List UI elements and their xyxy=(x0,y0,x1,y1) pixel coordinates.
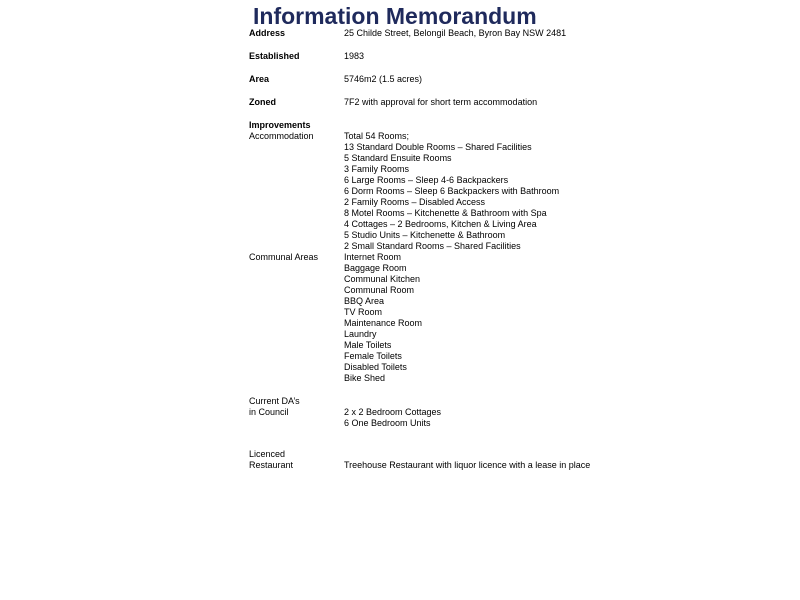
licenced-restaurant-label xyxy=(249,449,344,471)
list-item: Communal Room xyxy=(344,285,415,295)
licenced-restaurant-value-col xyxy=(344,449,769,471)
list-item: BBQ Area xyxy=(344,296,385,306)
licenced-restaurant-row xyxy=(249,449,769,471)
established-value: 1983 xyxy=(344,51,365,61)
list-item: Maintenance Room xyxy=(344,318,423,328)
list-item: Male Toilets xyxy=(344,340,392,350)
current-da-label-line2: in Council xyxy=(249,407,289,417)
list-item: 6 Dorm Rooms – Sleep 6 Backpackers with Bathroom xyxy=(344,186,560,196)
list-item: 5 Standard Ensuite Rooms xyxy=(344,153,452,163)
list-item: TV Room xyxy=(344,307,383,317)
list-item: 2 x 2 Bedroom Cottages xyxy=(344,407,442,417)
communal-areas-label: Communal Areas xyxy=(249,252,319,262)
address-value: 25 Childe Street, Belongil Beach, Byron Bay NSW 2481 xyxy=(344,28,567,38)
list-item: 13 Standard Double Rooms – Shared Facilities xyxy=(344,142,532,152)
list-item: Baggage Room xyxy=(344,263,407,273)
current-da-label xyxy=(249,396,344,429)
list-item: Laundry xyxy=(344,329,377,339)
improvements-heading-row xyxy=(249,120,769,131)
accommodation-row xyxy=(249,131,769,252)
list-item: 2 Family Rooms – Disabled Access xyxy=(344,197,486,207)
current-da-label-line1: Current DA’s xyxy=(249,396,300,406)
list-item: Disabled Toilets xyxy=(344,362,407,372)
licenced-restaurant-value: Treehouse Restaurant with liquor licence with a lease in place xyxy=(344,460,591,470)
area-row xyxy=(249,74,769,85)
list-item: 8 Motel Rooms – Kitchenette & Bathroom with Spa xyxy=(344,208,547,218)
memorandum-content xyxy=(249,28,769,471)
list-item: 3 Family Rooms xyxy=(344,164,410,174)
zoned-label: Zoned xyxy=(249,97,276,107)
list-item: Communal Kitchen xyxy=(344,274,421,284)
address-row xyxy=(249,28,769,39)
licenced-restaurant-label-line2: Restaurant xyxy=(249,460,294,470)
list-item: 2 Small Standard Rooms – Shared Facilities xyxy=(344,241,521,251)
licenced-restaurant-label-line1: Licenced xyxy=(249,449,286,459)
area-label: Area xyxy=(249,74,270,84)
list-item: Total 54 Rooms; xyxy=(344,131,410,141)
list-item: 6 Large Rooms – Sleep 4-6 Backpackers xyxy=(344,175,509,185)
list-item: 6 One Bedroom Units xyxy=(344,418,431,428)
improvements-heading: Improvements xyxy=(249,120,311,130)
current-da-row xyxy=(249,396,769,429)
accommodation-label: Accommodation xyxy=(249,131,314,141)
communal-areas-row xyxy=(249,252,769,384)
zoned-row xyxy=(249,97,769,108)
address-label: Address xyxy=(249,28,286,38)
area-value: 5746m2 (1.5 acres) xyxy=(344,74,423,84)
list-item: Bike Shed xyxy=(344,373,386,383)
list-item: Female Toilets xyxy=(344,351,402,361)
established-label: Established xyxy=(249,51,300,61)
current-da-list xyxy=(344,396,769,429)
accommodation-list xyxy=(344,131,769,252)
list-item: 4 Cottages – 2 Bedrooms, Kitchen & Living Area xyxy=(344,219,537,229)
zoned-value: 7F2 with approval for short term accommodation xyxy=(344,97,538,107)
established-row xyxy=(249,51,769,62)
communal-areas-list xyxy=(344,252,769,384)
page-title: Information Memorandum xyxy=(253,3,537,29)
list-item: 5 Studio Units – Kitchenette & Bathroom xyxy=(344,230,506,240)
list-item: Internet Room xyxy=(344,252,402,262)
